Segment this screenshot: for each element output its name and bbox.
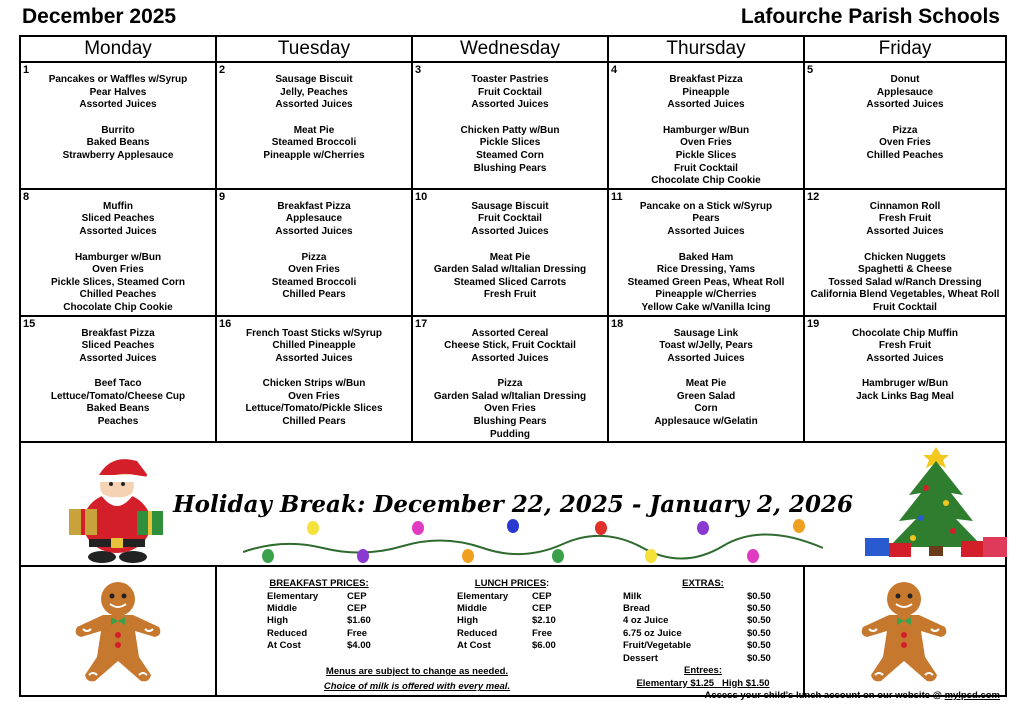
day-number: 18 (611, 317, 624, 330)
price-label: At Cost (267, 640, 301, 652)
day-number: 5 (807, 64, 814, 76)
price-label: High (267, 615, 289, 627)
milk-note: Choice of milk is offered with every meal. (323, 681, 511, 693)
breakfast-item: Fresh Fruit (878, 213, 932, 225)
calendar-day-cell (804, 316, 1006, 443)
breakfast-item: Donut (890, 74, 920, 85)
breakfast-item: Sliced Peaches (81, 340, 155, 352)
breakfast-item: Pears (692, 213, 720, 225)
calendar-day-cell (412, 316, 608, 443)
lunch-item: Chocolate Chip Cookie (651, 175, 761, 187)
lunch-item: Chocolate Chip Cookie (63, 301, 173, 313)
breakfast-item: Assorted Juices (471, 352, 549, 364)
lunch-item: Chicken Nuggets (864, 251, 946, 263)
calendar-day-cell (20, 62, 216, 189)
entrees-prices: Elementary $1.25 High $1.50 (636, 677, 770, 689)
calendar-day-cell (804, 62, 1006, 189)
lunch-item: Chicken Strips w/Bun (262, 378, 366, 390)
calendar-month-title: December 2025 (22, 5, 177, 28)
price-value: $4.00 (347, 640, 371, 652)
lunch-item: Pickle Slices, Steamed Corn (51, 276, 185, 288)
breakfast-item: Assorted Juices (79, 99, 157, 111)
breakfast-item: Assorted Juices (275, 352, 353, 364)
breakfast-item: Assorted Juices (471, 225, 549, 237)
lunch-item: Chilled Pears (282, 289, 346, 301)
price-label: Middle (267, 603, 298, 615)
breakfast-item: Chilled Pineapple (272, 340, 356, 352)
lunch-item: Meat Pie (293, 124, 335, 136)
lunch-item: Chilled Peaches (79, 289, 157, 301)
lunch-item: Meat Pie (685, 378, 727, 390)
lunch-item: Pizza (497, 378, 523, 390)
week-row (20, 62, 1006, 189)
calendar-day-cell (412, 62, 608, 189)
breakfast-item: Applesauce (285, 213, 343, 225)
week-row (20, 316, 1006, 443)
week-row (20, 189, 1006, 316)
day-menu (21, 190, 215, 315)
lunch-item: Oven Fries (92, 264, 144, 276)
breakfast-item: Assorted Juices (866, 352, 944, 364)
breakfast-item: Pear Halves (89, 86, 147, 98)
lunch-item: Hamburger w/Bun (74, 251, 162, 263)
lunch-item: Meat Pie (489, 251, 531, 263)
lunch-item: Chicken Patty w/Bun (460, 124, 560, 136)
price-label: Fruit/Vegetable (623, 640, 692, 652)
price-label: 4 oz Juice (623, 615, 669, 627)
price-label: At Cost (457, 640, 491, 652)
day-menu (21, 63, 215, 163)
lunch-item: Applesauce w/Gelatin (654, 416, 758, 428)
holiday-banner (20, 442, 1006, 566)
day-menu (21, 317, 215, 429)
weekday-header: Monday (20, 36, 216, 62)
breakfast-item: Cinnamon Roll (869, 200, 941, 212)
lunch-item: Oven Fries (484, 403, 536, 415)
day-menu (609, 63, 803, 188)
breakfast-item: Assorted Juices (866, 99, 944, 111)
breakfast-item: Pancake on a Stick w/Syrup (639, 200, 773, 212)
breakfast-item: Breakfast Pizza (81, 327, 155, 339)
lunch-item: Lettuce/Tomato/Pickle Slices (245, 403, 383, 415)
breakfast-prices (259, 578, 379, 652)
lunch-item: Chilled Pears (282, 416, 346, 428)
day-menu (805, 190, 1005, 315)
price-value: CEP (347, 603, 367, 615)
breakfast-item: Sliced Peaches (81, 213, 155, 225)
christmas-tree-icon (861, 443, 1011, 563)
price-value: CEP (532, 603, 552, 615)
breakfast-item: Assorted Juices (79, 225, 157, 237)
breakfast-item: Assorted Juices (667, 99, 745, 111)
extras-prices (623, 578, 783, 690)
day-menu (413, 63, 607, 175)
weekday-header-row (20, 36, 1006, 62)
gingerbread-cell-right (804, 566, 1006, 696)
lunch-item: Rice Dressing, Yams (656, 264, 756, 276)
calendar-day-cell (216, 62, 412, 189)
lunch-item: Steamed Broccoli (271, 137, 357, 149)
price-value: $0.50 (747, 615, 771, 627)
day-menu (805, 317, 1005, 404)
weekday-header: Wednesday (412, 36, 608, 62)
lunch-item: Fruit Cocktail (674, 162, 738, 174)
prices-panel (216, 566, 804, 696)
price-value: Free (347, 627, 368, 639)
day-number: 3 (415, 64, 422, 76)
breakfast-item: Assorted Juices (866, 225, 944, 237)
weekday-header: Friday (804, 36, 1006, 62)
price-label: 6.75 oz Juice (623, 627, 682, 639)
breakfast-item: Assorted Juices (667, 225, 745, 237)
day-number: 8 (23, 190, 30, 203)
lunch-item: Yellow Cake w/Vanilla Icing (641, 301, 771, 313)
price-value: $6.00 (532, 640, 556, 652)
lunch-prices (457, 578, 567, 652)
lunch-item: Oven Fries (680, 137, 732, 149)
calendar-day-cell (608, 316, 804, 443)
breakfast-item: Toast w/Jelly, Pears (659, 340, 753, 352)
price-label: Dessert (623, 652, 658, 664)
entrees-heading: Entrees: (683, 665, 722, 677)
gingerbread-man-icon (859, 579, 949, 685)
breakfast-item: Fresh Fruit (878, 340, 932, 352)
price-label: Bread (623, 603, 650, 615)
weekday-header: Tuesday (216, 36, 412, 62)
breakfast-item: Pineapple (682, 86, 730, 98)
breakfast-item: Breakfast Pizza (669, 74, 743, 85)
day-number: 2 (219, 64, 226, 76)
lunch-item: Hamburger w/Bun (662, 124, 750, 136)
lunch-item: Baked Ham (678, 251, 734, 263)
lunch-item: Jack Links Bag Meal (856, 390, 954, 402)
lunch-item: Blushing Pears (473, 162, 547, 174)
lunch-item: Oven Fries (288, 264, 340, 276)
lunch-item: Tossed Salad w/Ranch Dressing (828, 276, 982, 288)
breakfast-item: Sausage Link (673, 327, 739, 339)
lunch-item: Baked Beans (86, 137, 150, 149)
website-link[interactable]: mylpsd.com (944, 690, 1000, 701)
price-value: CEP (532, 590, 552, 602)
price-value: $0.50 (747, 590, 771, 602)
lunch-item: Steamed Sliced Carrots (453, 276, 567, 288)
district-title: Lafourche Parish Schools (740, 5, 1000, 28)
breakfast-item: Assorted Juices (79, 352, 157, 364)
lunch-item: Corn (694, 403, 718, 415)
calendar-day-cell (216, 189, 412, 316)
lunch-item: Steamed Corn (476, 149, 544, 161)
calendar-day-cell (216, 316, 412, 443)
price-value: $0.50 (747, 603, 771, 615)
menu-change-note: Menus are subject to change as needed. (325, 666, 509, 678)
lunch-item: Garden Salad w/Italian Dressing (433, 264, 587, 276)
calendar-day-cell (20, 316, 216, 443)
breakfast-item: Fruit Cocktail (478, 86, 542, 98)
calendar-day-cell (412, 189, 608, 316)
price-label: Reduced (457, 627, 498, 639)
lunch-item: Oven Fries (879, 137, 931, 149)
price-value: $2.10 (532, 615, 556, 627)
day-number: 17 (415, 317, 428, 330)
lunch-item: Pudding (490, 428, 530, 440)
gingerbread-man-icon (73, 579, 163, 685)
breakfast-item: Assorted Juices (471, 99, 549, 111)
breakfast-item: Toaster Pastries (471, 74, 549, 85)
lunch-item: Pineapple w/Cherries (655, 289, 757, 301)
breakfast-item: Chocolate Chip Muffin (851, 327, 959, 339)
lunch-item: Peaches (97, 416, 139, 428)
breakfast-item: Assorted Juices (275, 99, 353, 111)
lunch-item: Green Salad (676, 390, 736, 402)
calendar-day-cell (804, 189, 1006, 316)
breakfast-item: Assorted Juices (667, 352, 745, 364)
breakfast-item: Applesauce (876, 86, 934, 98)
day-menu (413, 317, 607, 442)
breakfast-item: French Toast Sticks w/Syrup (246, 327, 382, 339)
lunch-item: Baked Beans (86, 403, 150, 415)
day-number: 19 (807, 317, 820, 330)
lunch-item: Pickle Slices (675, 149, 737, 161)
breakfast-item: Assorted Cereal (471, 327, 549, 339)
breakfast-item: Sausage Biscuit (471, 200, 549, 212)
breakfast-item: Sausage Biscuit (275, 74, 353, 85)
weekday-header: Thursday (608, 36, 804, 62)
lunch-item: Steamed Broccoli (271, 276, 357, 288)
lunch-item: Hambruger w/Bun (861, 378, 949, 390)
lunch-item: Pickle Slices (479, 137, 541, 149)
price-value: $0.50 (747, 627, 771, 639)
lunch-item: Chilled Peaches (866, 149, 944, 161)
extras-heading: EXTRAS: (682, 578, 724, 590)
lunch-item: Pizza (301, 251, 327, 263)
day-number: 4 (611, 64, 618, 76)
breakfast-item: Pancakes or Waffles w/Syrup (48, 74, 188, 85)
lunch-item: Burrito (101, 124, 135, 136)
lunch-item: Oven Fries (288, 390, 340, 402)
lunch-prices-heading: LUNCH PRICES (474, 578, 547, 590)
lunch-item: Lettuce/Tomato/Cheese Cup (50, 390, 186, 402)
price-label: Milk (623, 590, 642, 602)
menu-calendar (19, 35, 1007, 697)
price-value: $0.50 (747, 652, 771, 664)
string-lights-icon (243, 518, 823, 566)
lunch-item: California Blend Vegetables, Wheat Roll (810, 289, 1000, 301)
lunch-item: Fruit Cocktail (873, 301, 937, 313)
price-value: Free (532, 627, 553, 639)
heading-colon: : (546, 578, 550, 590)
price-label: Reduced (267, 627, 308, 639)
lunch-item: Spaghetti & Cheese (858, 264, 952, 276)
lunch-item: Blushing Pears (473, 416, 547, 428)
price-label: Elementary (457, 590, 509, 602)
day-menu (609, 190, 803, 315)
lunch-item: Steamed Green Peas, Wheat Roll (627, 276, 785, 288)
price-label: Elementary (267, 590, 319, 602)
day-number: 15 (23, 317, 36, 330)
breakfast-prices-heading: BREAKFAST PRICES: (269, 578, 369, 590)
calendar-day-cell (608, 189, 804, 316)
day-menu (413, 190, 607, 302)
footer-text: Access your child's lunch account on our website @ (704, 690, 945, 701)
price-value: $1.60 (347, 615, 371, 627)
breakfast-item: Fruit Cocktail (478, 213, 542, 225)
day-menu (805, 63, 1005, 163)
lunch-item: Garden Salad w/Italian Dressing (433, 390, 587, 402)
day-menu (217, 317, 411, 429)
breakfast-item: Assorted Juices (275, 225, 353, 237)
calendar-day-cell (608, 62, 804, 189)
breakfast-item: Muffin (103, 200, 133, 212)
breakfast-item: Jelly, Peaches (280, 86, 348, 98)
price-label: High (457, 615, 479, 627)
day-number: 10 (415, 190, 428, 203)
day-number: 12 (807, 190, 820, 203)
price-value: $0.50 (747, 640, 771, 652)
day-number: 16 (219, 317, 232, 330)
day-number: 11 (611, 190, 623, 203)
day-menu (609, 317, 803, 429)
day-menu (217, 190, 411, 302)
breakfast-item: Cheese Stick, Fruit Cocktail (444, 340, 576, 352)
day-number: 1 (23, 64, 30, 76)
price-value: CEP (347, 590, 367, 602)
day-number: 9 (219, 190, 226, 203)
day-menu (217, 63, 411, 163)
holiday-break-text: Holiday Break: December 22, 2025 - January 2, 2026 (172, 491, 854, 519)
lunch-item: Beef Taco (94, 378, 142, 390)
calendar-day-cell (20, 189, 216, 316)
lunch-item: Strawberry Applesauce (62, 149, 174, 161)
account-footer (704, 690, 1000, 701)
lunch-item: Pizza (892, 124, 918, 136)
lunch-item: Fresh Fruit (483, 289, 537, 301)
gingerbread-cell-left (20, 566, 216, 696)
breakfast-item: Breakfast Pizza (277, 200, 351, 212)
lunch-item: Pineapple w/Cherries (263, 149, 365, 161)
price-label: Middle (457, 603, 488, 615)
